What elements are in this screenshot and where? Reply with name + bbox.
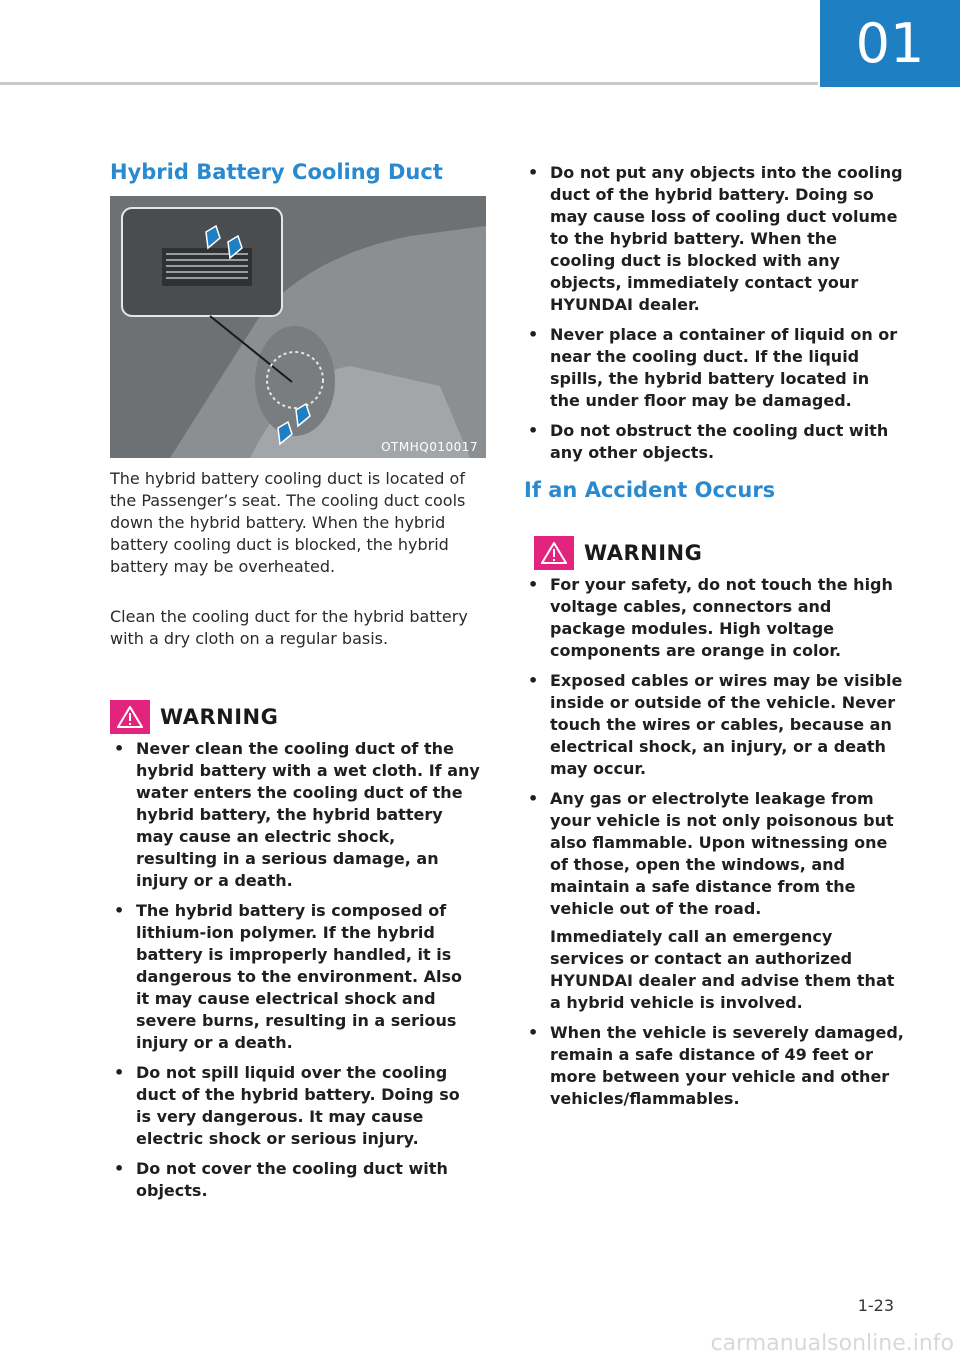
list-item: • Never clean the cooling duct of the hybrid battery with a wet cloth. If any water enters the cooling duct of the hybrid battery, the hybrid battery may cause an electric shock, resulting in a serious damage, an injury or a death. xyxy=(110,738,480,892)
body-paragraph-1: The hybrid battery cooling duct is located of the Passenger’s seat. The cooling duct cools down the hybrid battery. When the hybrid battery cooling duct is blocked, the hybrid battery may be overheated. xyxy=(110,469,466,576)
watermark: carmanualsonline.info xyxy=(710,1331,954,1356)
list-item: • For your safety, do not touch the high voltage cables, connectors and package modules. High voltage components are orange in color. xyxy=(524,574,904,662)
list-item: • Exposed cables or wires may be visible inside or outside of the vehicle. Never touch the wires or cables, because an electrical shock, an injury, or a death may occur. xyxy=(524,670,904,780)
list-item: • Do not spill liquid over the cooling duct of the hybrid battery. Doing so is very dangerous. It may cause electric shock or serious injury. xyxy=(110,1062,480,1150)
list-item: • Never place a container of liquid on or near the cooling duct. If the liquid spills, the hybrid battery located in the under floor may be damaged. xyxy=(524,324,904,412)
section-title-accident: If an Accident Occurs xyxy=(524,478,776,502)
chapter-tab: 01 xyxy=(820,0,960,87)
body-paragraph-2: Clean the cooling duct for the hybrid battery with a dry cloth on a regular basis. xyxy=(110,607,468,648)
list-item: • Do not put any objects into the cooling duct of the hybrid battery. Doing so may cause loss of cooling duct volume to the hybrid battery. When the cooling duct is blocked with any objects, immediately contact your HYUNDAI dealer. xyxy=(524,162,904,316)
figure-caption: OTMHQ010017 xyxy=(381,440,478,454)
warning-header-left xyxy=(110,700,278,734)
warning-list-left xyxy=(110,738,480,1210)
list-item: • Do not cover the cooling duct with objects. xyxy=(110,1158,480,1202)
list-item: • When the vehicle is severely damaged, remain a safe distance of 49 feet or more between your vehicle and other vehicles/flammables. xyxy=(524,1022,904,1110)
warning-label: WARNING xyxy=(584,541,703,565)
seat-illustration xyxy=(110,196,486,458)
warning-triangle-icon xyxy=(110,700,150,734)
warning-list-right xyxy=(524,574,904,1118)
cooling-duct-figure xyxy=(110,196,486,458)
header-rule xyxy=(0,82,818,85)
list-item: • The hybrid battery is composed of lithium-ion polymer. If the hybrid battery is improperly handled, it is dangerous to the environment. Also it may cause electrical shock and severe burns, resulting in a serious injury or a death. xyxy=(110,900,480,1054)
list-item: • Any gas or electrolyte leakage from your vehicle is not only poisonous but also flammable. Upon witnessing one of those, open the windows, and maintain a safe distance from the vehicle out of the road. Immediately call an emergency services or contact an authorized HYUNDAI dealer and advise them that a hybrid vehicle is involved. xyxy=(524,788,904,1014)
cooling-duct-list-right xyxy=(524,162,904,472)
warning-header-right xyxy=(534,536,702,570)
page-number: 1-23 xyxy=(857,1296,894,1315)
section-title-cooling-duct: Hybrid Battery Cooling Duct xyxy=(110,160,443,184)
warning-triangle-icon xyxy=(534,536,574,570)
list-item: • Do not obstruct the cooling duct with any other objects. xyxy=(524,420,904,464)
warning-label: WARNING xyxy=(160,705,279,729)
